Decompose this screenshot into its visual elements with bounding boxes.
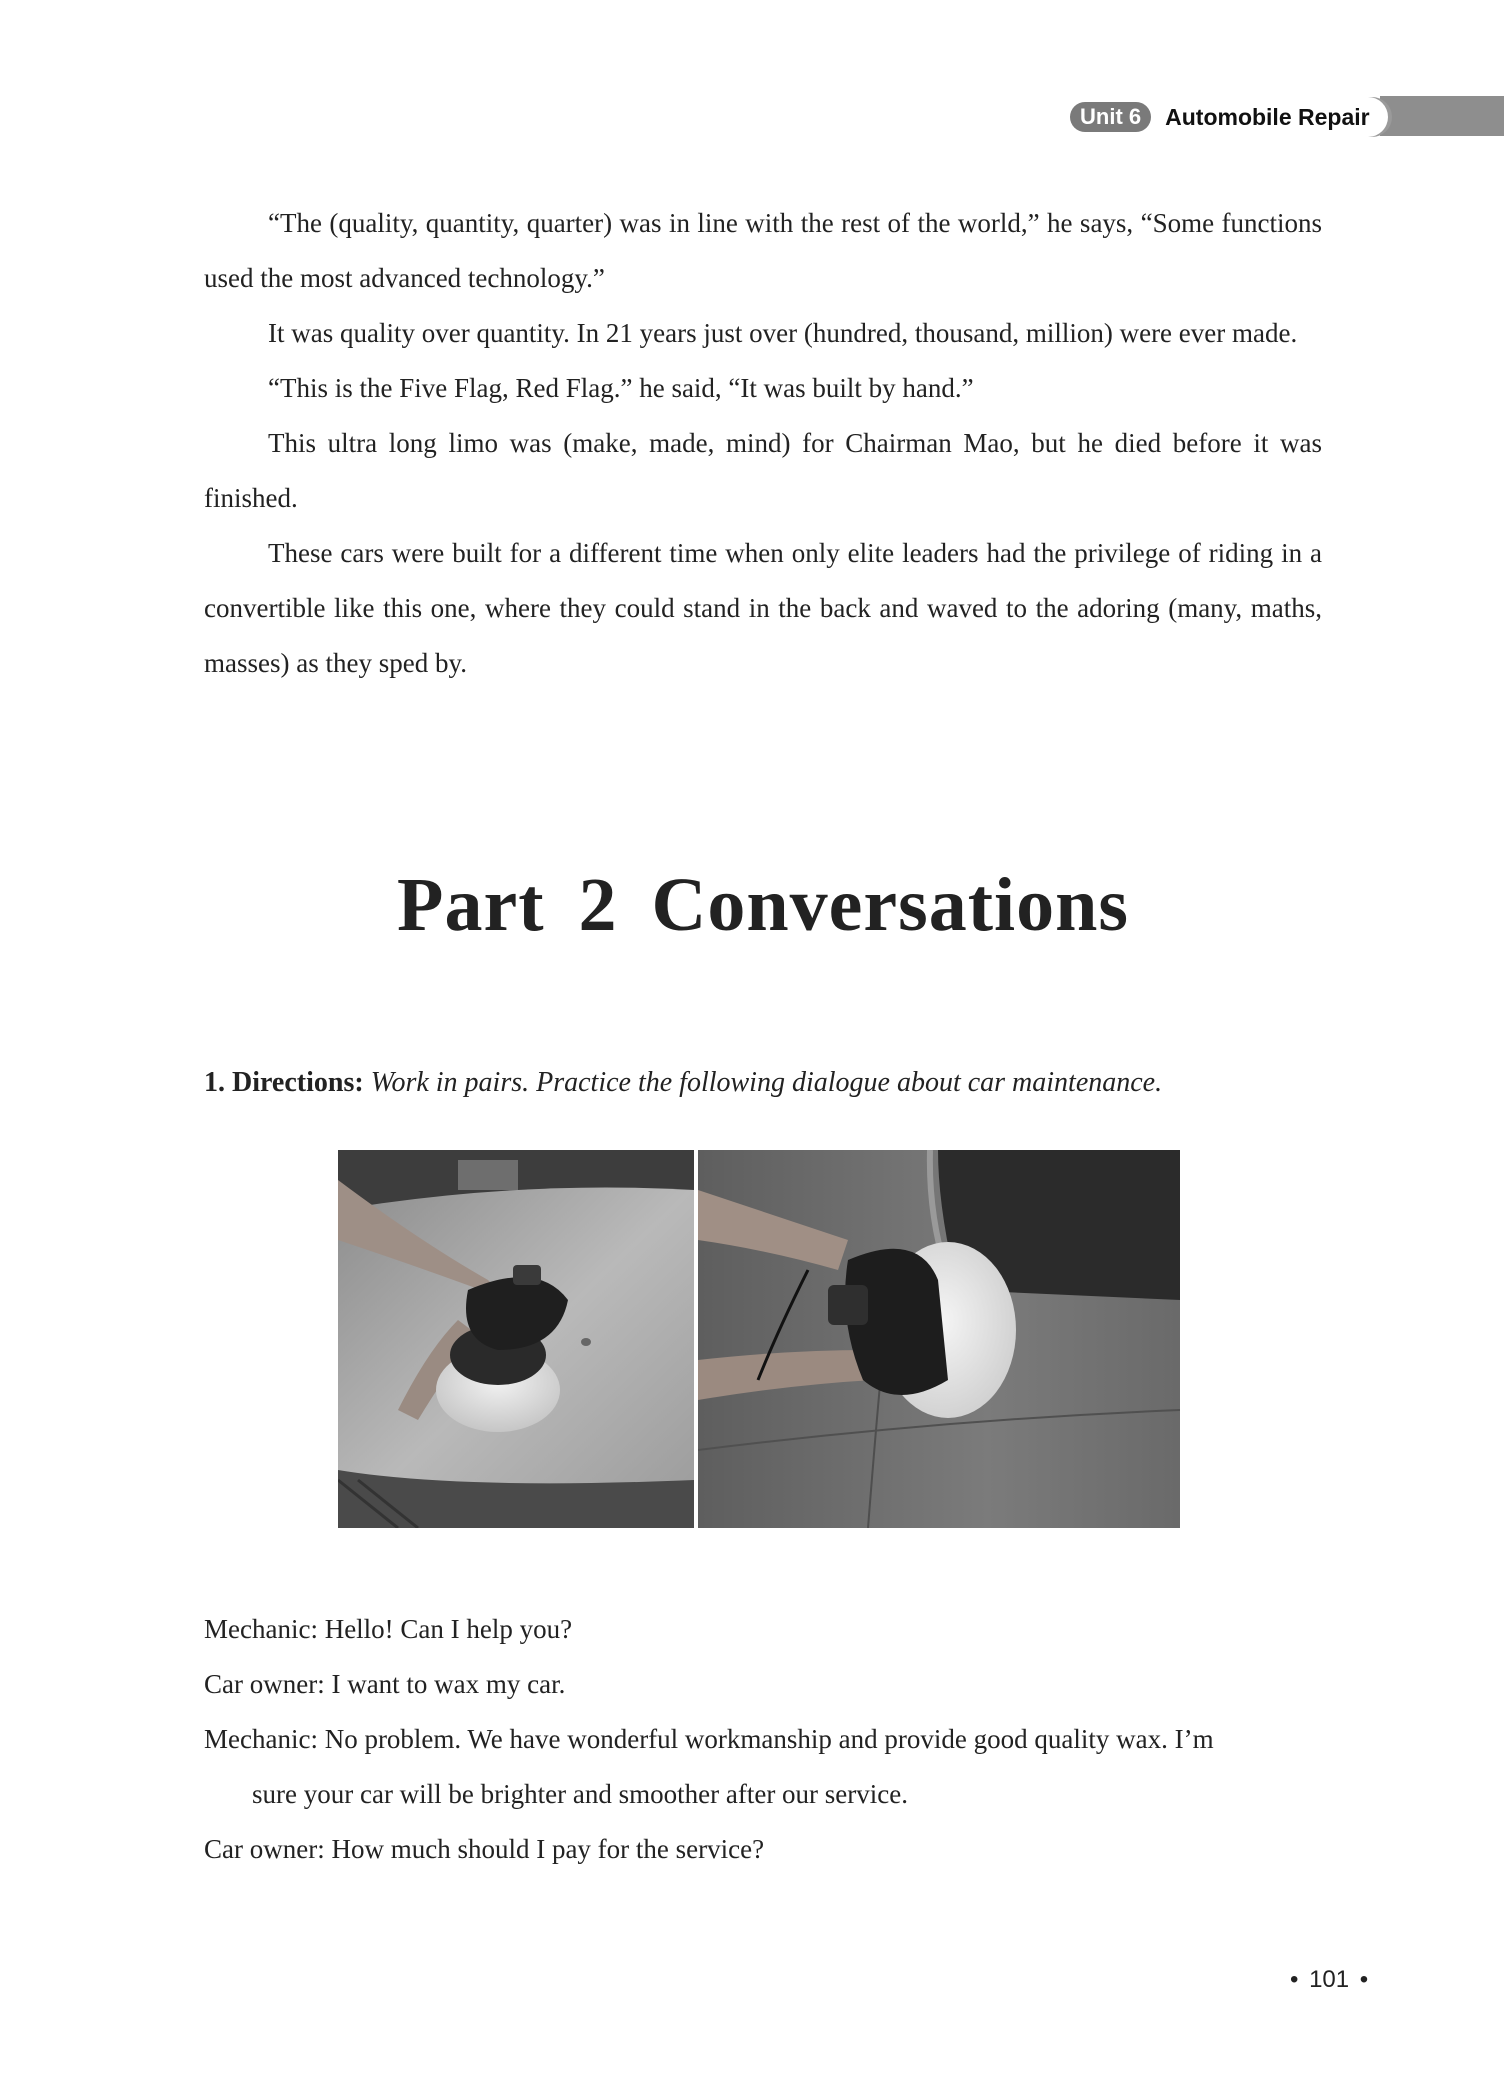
- header-title: Automobile Repair: [1165, 97, 1387, 137]
- reading-passage: [204, 196, 1322, 691]
- dialogue: [204, 1602, 1322, 1877]
- dialogue-line: Car owner: How much should I pay for the service?: [204, 1834, 765, 1864]
- running-header: [1070, 100, 1388, 134]
- paragraph: “This is the Five Flag, Red Flag.” he said, “It was built by hand.”: [268, 373, 974, 403]
- paragraph: It was quality over quantity. In 21 years just over (hundred, thousand, million) were ever made.: [268, 318, 1298, 348]
- directions-text: Work in pairs. Practice the following dialogue about car maintenance.: [370, 1067, 1163, 1098]
- directions-label: 1. Directions:: [204, 1067, 364, 1098]
- dialogue-line: Mechanic: No problem. We have wonderful workmanship and provide good quality wax. I’m: [204, 1724, 1214, 1754]
- directions: [204, 1058, 1322, 1108]
- paragraph: This ultra long limo was (make, made, mind) for Chairman Mao, but he died before it was finished.: [204, 428, 1322, 513]
- paragraph: These cars were built for a different time when only elite leaders had the privilege of riding in a convertible like this one, where they could stand in the back and waved to the adoring (many, maths, masses) as they sped by.: [204, 538, 1322, 678]
- unit-badge: Unit 6: [1070, 102, 1151, 132]
- dialogue-line-continued: sure your car will be brighter and smoother after our service.: [252, 1779, 909, 1809]
- dialogue-line: Mechanic: Hello! Can I help you?: [204, 1614, 573, 1644]
- car-waxing-photos: [338, 1150, 1180, 1528]
- dialogue-line: Car owner: I want to wax my car.: [204, 1669, 566, 1699]
- page-number: • 101 •: [1290, 1966, 1369, 1993]
- section-title: Part 2 Conversations: [397, 863, 1129, 947]
- paragraph: “The (quality, quantity, quarter) was in line with the rest of the world,” he says, “Some functions used the most advanced technology.”: [204, 208, 1322, 293]
- header-accent-bar: [1380, 96, 1504, 136]
- photo-polishing-hood: [338, 1150, 694, 1528]
- photo-polishing-door: [698, 1150, 1180, 1528]
